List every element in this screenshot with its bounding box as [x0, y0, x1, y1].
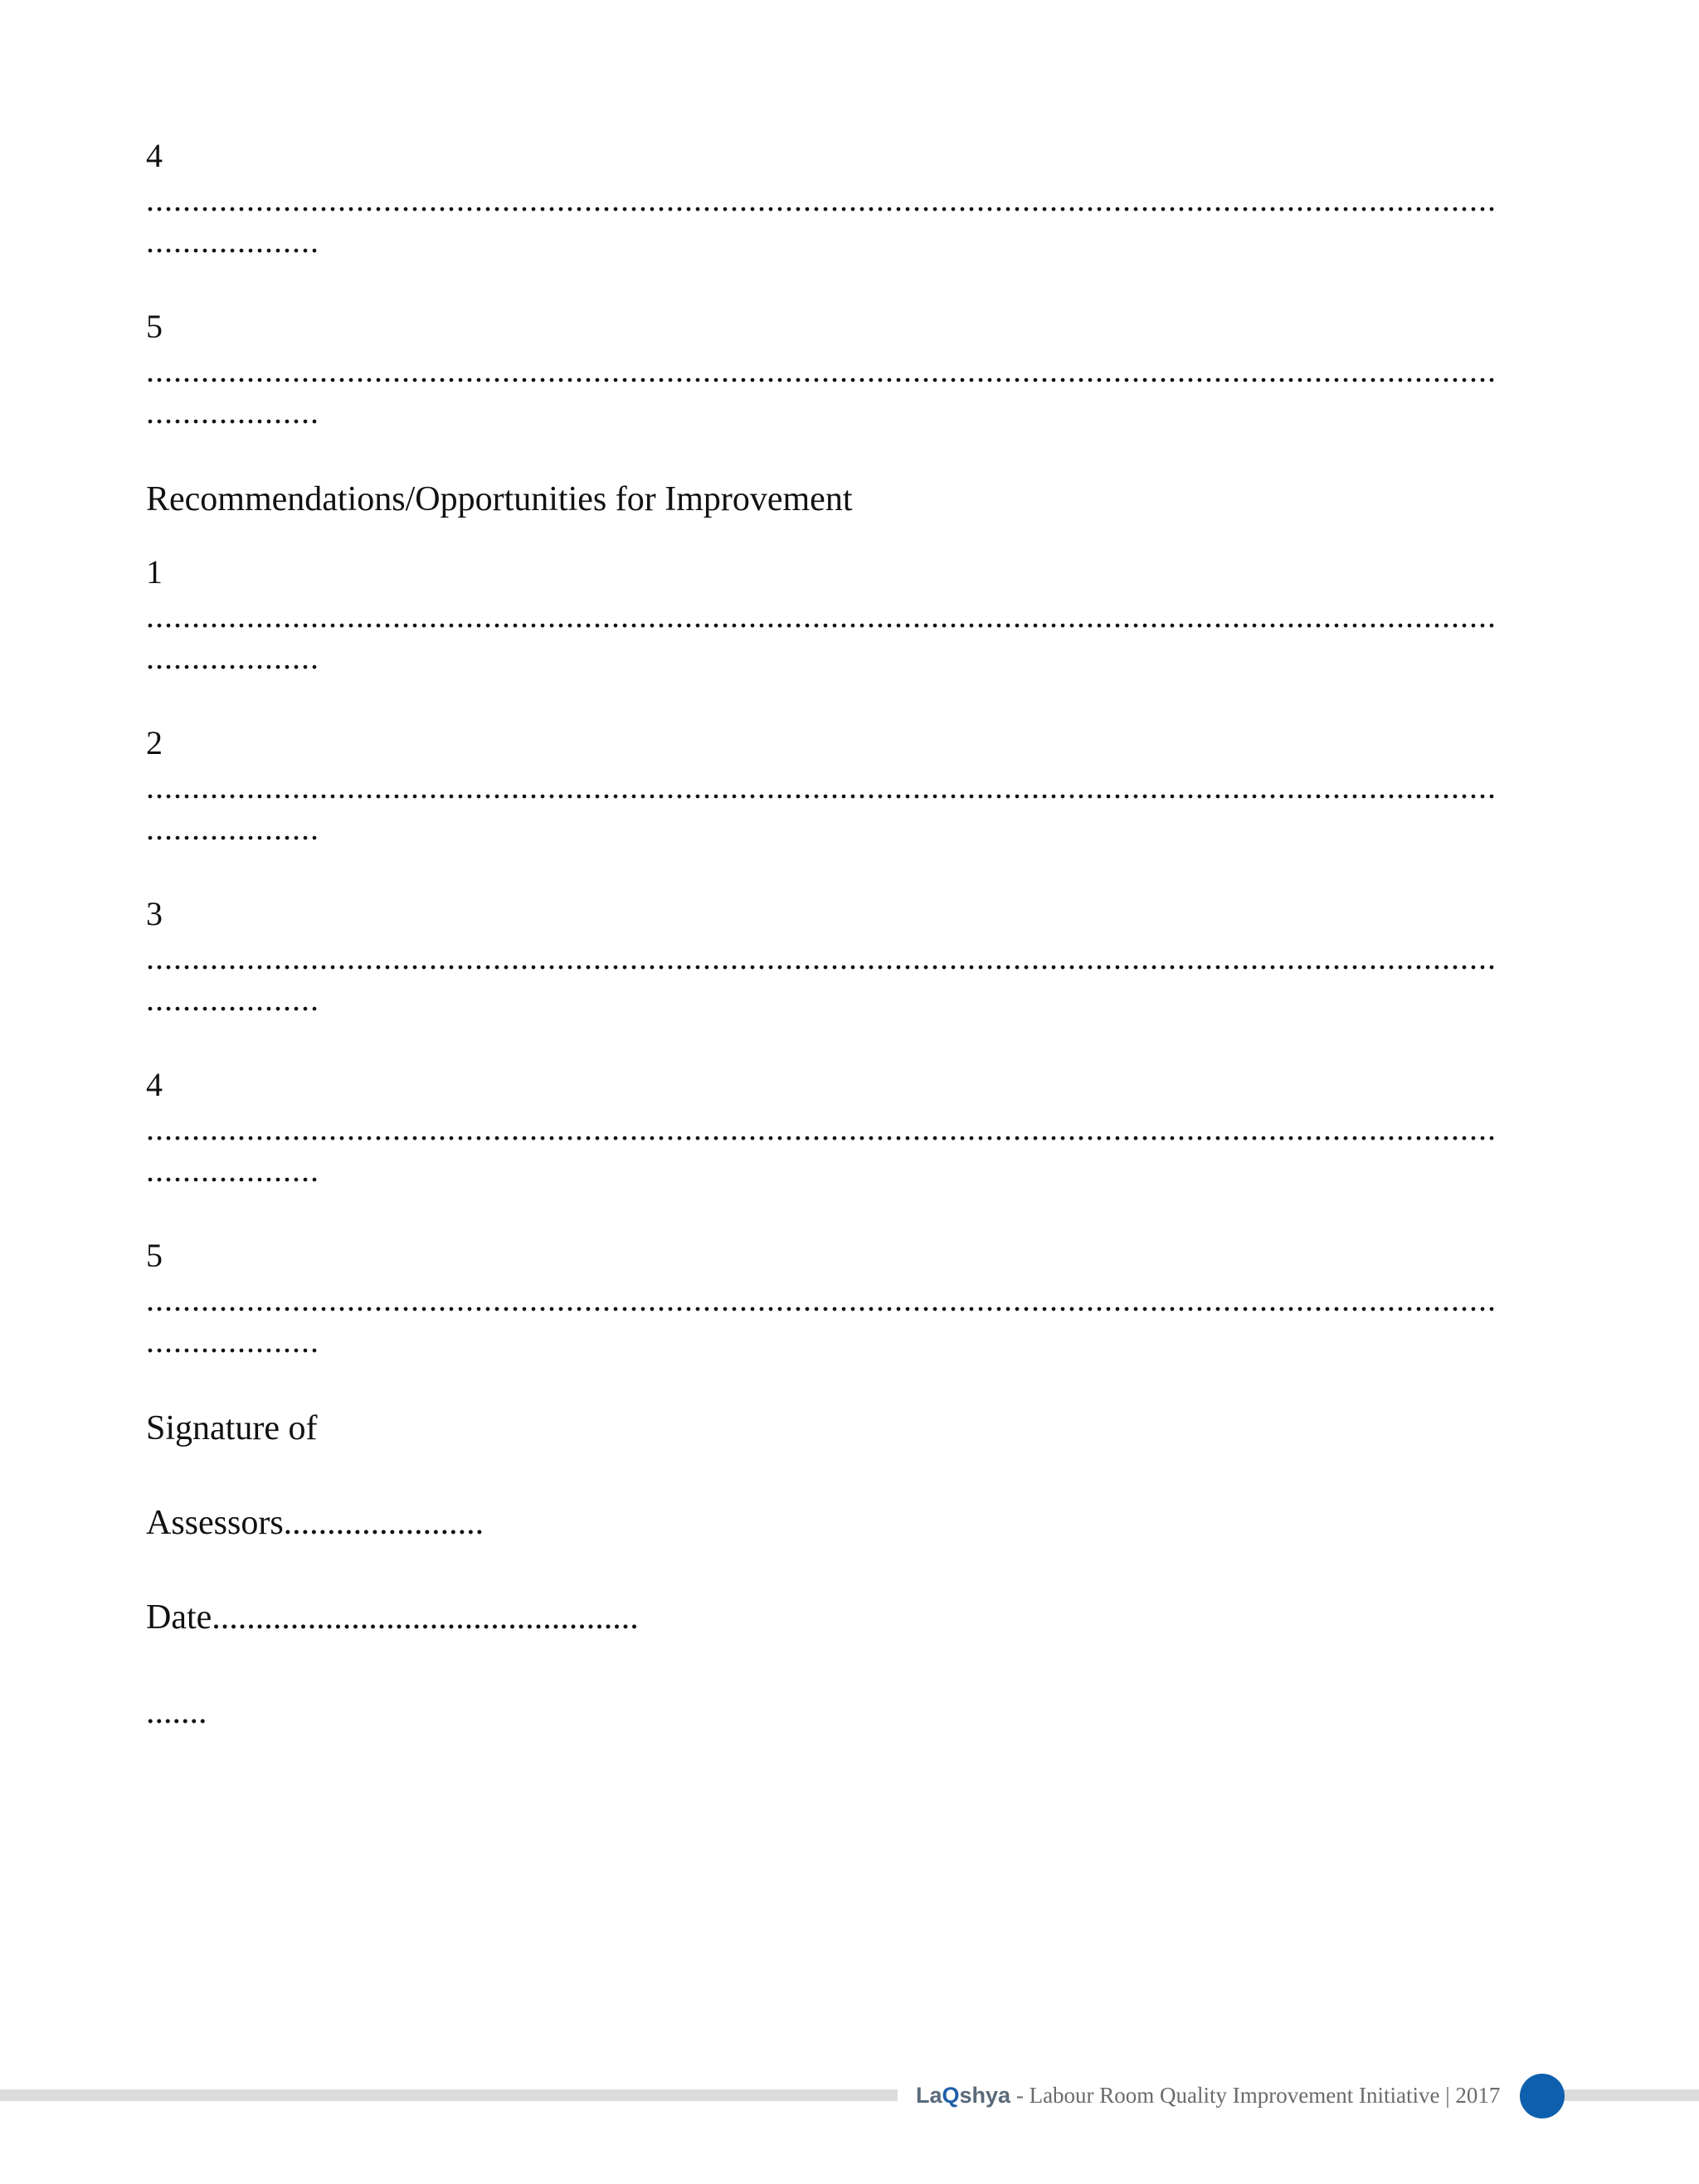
recommendation-entry-4 [146, 1062, 1556, 1191]
recommendations-heading: Recommendations/Opportunities for Improvement [146, 480, 853, 518]
recommendation-entry-5 [146, 1233, 1556, 1362]
dotted-fill-line-continuation: ................... [146, 1151, 319, 1189]
brand-q: Q [942, 2083, 960, 2108]
assessors-field: Assessors....................... [146, 1504, 484, 1542]
dotted-fill-line-continuation: ................... [146, 810, 319, 847]
entry-number: 5 [146, 308, 163, 345]
dotted-fill-line: .................................................................................................................................................... [146, 181, 1497, 218]
continued-entry-5 [146, 304, 1556, 433]
dotted-fill-line-continuation: ................... [146, 639, 319, 676]
dotted-fill-line: .................................................................................................................................................... [146, 1110, 1497, 1147]
dotted-fill-line: .................................................................................................................................................... [146, 939, 1497, 976]
dotted-fill-line: .................................................................................................................................................... [146, 352, 1497, 389]
entry-number: 5 [146, 1237, 163, 1274]
dotted-fill-line: .................................................................................................................................................... [146, 1281, 1497, 1318]
footer-separator: - [1010, 2083, 1030, 2108]
entry-number: 4 [146, 1066, 163, 1103]
entry-number: 2 [146, 724, 163, 761]
entry-number: 3 [146, 895, 163, 932]
dotted-fill-line-continuation: ................... [146, 1322, 319, 1360]
continued-entry-4 [146, 133, 1556, 262]
dotted-fill-line: .................................................................................................................................................... [146, 768, 1497, 805]
signature-label: Signature of [146, 1409, 318, 1447]
footer-caption [916, 2077, 1500, 2113]
recommendation-entry-1 [146, 549, 1556, 679]
recommendation-entry-2 [146, 720, 1556, 849]
brand-suffix: shya [959, 2083, 1011, 2108]
page-content [146, 133, 1556, 1737]
laqshya-logo-text [916, 2083, 1010, 2108]
entry-number: 1 [146, 553, 163, 591]
dotted-fill-line-continuation: ................... [146, 393, 319, 430]
page-badge-circle-icon [1520, 2074, 1565, 2118]
page-footer [0, 2074, 1699, 2123]
brand-prefix: La [916, 2083, 942, 2108]
dotted-fill-line-continuation: ................... [146, 222, 319, 260]
footer-divider-left [0, 2089, 898, 2101]
footer-title: Labour Room Quality Improvement Initiative | 2017 [1029, 2083, 1501, 2108]
dotted-fill-line-continuation: ................... [146, 980, 319, 1018]
date-field: Date................................................. [146, 1598, 639, 1637]
footer-divider-right [1560, 2089, 1699, 2101]
dotted-fill-line: .................................................................................................................................................... [146, 597, 1497, 635]
recommendation-entry-3 [146, 891, 1556, 1020]
entry-number: 4 [146, 137, 163, 174]
trailing-dots: ....... [146, 1693, 207, 1731]
